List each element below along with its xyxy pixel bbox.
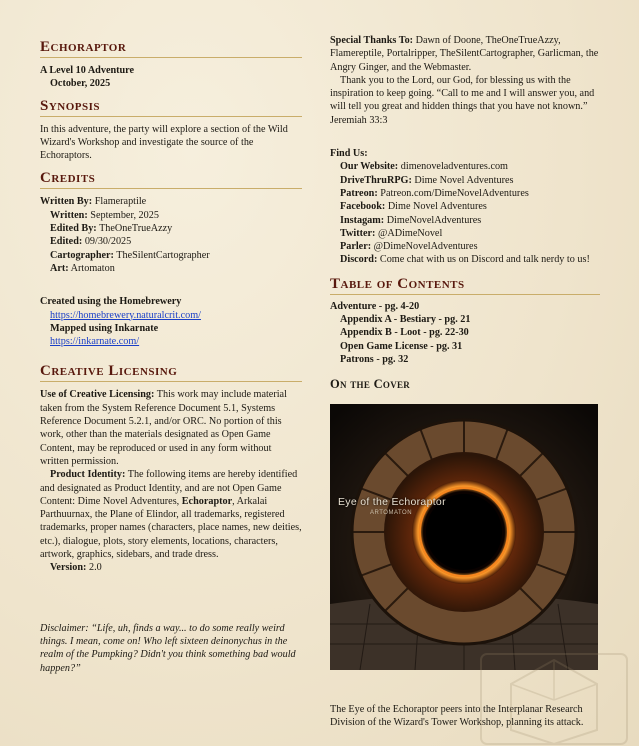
toc-item-patrons: Patrons - pg. 32 <box>340 353 409 365</box>
cover-overlay-credit: ARTOMATON <box>370 510 413 516</box>
credit-cartographer: Cartographer: TheSilentCartographer <box>50 249 210 261</box>
right-column <box>330 34 600 392</box>
credits-list <box>40 195 302 275</box>
toc-item-appendix-a: Appendix A - Bestiary - pg. 21 <box>340 314 471 326</box>
synopsis-text: In this adventure, the party will explore a section of the Wild Wizard's Workshop and investigate the source of the Echoraptors. <box>40 123 288 162</box>
credits-heading: Credits <box>40 169 302 189</box>
version-line: Version: 2.0 <box>50 562 102 574</box>
find-twitter: Twitter: @ADimeNovel <box>340 227 443 239</box>
find-patreon: Patreon: Patreon.com/DimeNovelAdventures <box>340 187 529 199</box>
watermark-seal <box>479 650 629 746</box>
credit-written: Written: September, 2025 <box>50 209 159 221</box>
toc-item-adventure: Adventure - pg. 4-20 <box>330 300 420 312</box>
product-identity: Product Identity: The following items are hereby identified and designated as Product Identity, and are not Open Game Content: Dime Novel Adventures, Echoraptor, Arkalai Parthuurnax, the Plane of Elindor, all trademarks, registered trademarks, proper names (characters, place names, new deities, etc.), dialogue, plots, story elements, locations, characters, artwork, graphics, sidebars, and trade dress. <box>40 469 302 561</box>
licensing-heading: Creative Licensing <box>40 362 302 382</box>
credit-edited: Edited: 09/30/2025 <box>50 236 132 248</box>
find-drivethru: DriveThruRPG: Dime Novel Adventures <box>340 174 514 186</box>
find-us-block <box>330 147 600 267</box>
homebrewery-label: Created using the Homebrewery <box>40 296 182 308</box>
licensing-use: Use of Creative Licensing: This work may include material taken from the System Reference Document 5.1, Systems Reference Document 5.2.1, and/or ORC. No portion of this work, other than the materials designated as Open Game Content, may be reproduced or used in any form without written permission. <box>40 389 287 467</box>
cover-heading: On the Cover <box>330 377 411 392</box>
cover-overlay-title: Eye of the Echoraptor <box>338 496 446 508</box>
find-parler: Parler: @DimeNovelAdventures <box>340 241 478 253</box>
find-us-label: Find Us: <box>330 148 368 160</box>
find-facebook: Facebook: Dime Novel Adventures <box>340 201 487 213</box>
credit-art: Art: Artomaton <box>50 262 115 274</box>
special-thanks: Special Thanks To: Dawn of Doone, TheOneTrueAzzy, Flamereptile, Portalripper, TheSilentCartographer, Garlicman, the Angry Ginger, and the Webmaster. <box>330 35 599 73</box>
toc-item-appendix-b: Appendix B - Loot - pg. 22-30 <box>340 327 469 339</box>
synopsis-heading: Synopsis <box>40 97 302 117</box>
stone-portal-illustration <box>330 404 598 670</box>
inkarnate-label: Mapped using Inkarnate <box>50 322 159 334</box>
homebrewery-link[interactable]: https://homebrewery.naturalcrit.com/ <box>50 309 201 321</box>
toc-heading: Table of Contents <box>330 275 600 295</box>
left-column <box>40 34 302 675</box>
cover-image <box>330 404 598 670</box>
thanks-prayer: Thank you to the Lord, our God, for blessing us with the inspiration to keep going. “Call to me and I will answer you, and will tell you great and hidden things that you have not known.” Jeremiah 33:3 <box>330 74 595 126</box>
find-discord: Discord: Come chat with us on Discord and talk nerdy to us! <box>340 254 590 266</box>
toc-item-ogl: Open Game License - pg. 31 <box>340 340 463 352</box>
find-website: Our Website: dimenoveladventures.com <box>340 161 508 173</box>
subtitle-level: A Level 10 Adventure <box>40 65 135 76</box>
toc-list <box>330 300 600 366</box>
adventure-title: Echoraptor <box>40 38 302 58</box>
credit-written-by: Written By: Flameraptile <box>40 196 147 208</box>
find-instagram: Instagam: DimeNovelAdventures <box>340 214 482 226</box>
credit-edited-by: Edited By: TheOneTrueAzzy <box>50 223 173 235</box>
cover-caption: The Eye of the Echoraptor peers into the Interplanar Research Division of the Wizard's Tower Workshop, planning its attack. <box>330 704 584 729</box>
inkarnate-link[interactable]: https://inkarnate.com/ <box>50 336 140 348</box>
subtitle-date: October, 2025 <box>50 78 111 90</box>
disclaimer: Disclaimer: “Life, uh, finds a way... to do some really weird things. I mean, come on! Who left sixteen deinonychus in the realm of the Pumpking? Didn't you think something bad would happen?” <box>40 622 296 674</box>
